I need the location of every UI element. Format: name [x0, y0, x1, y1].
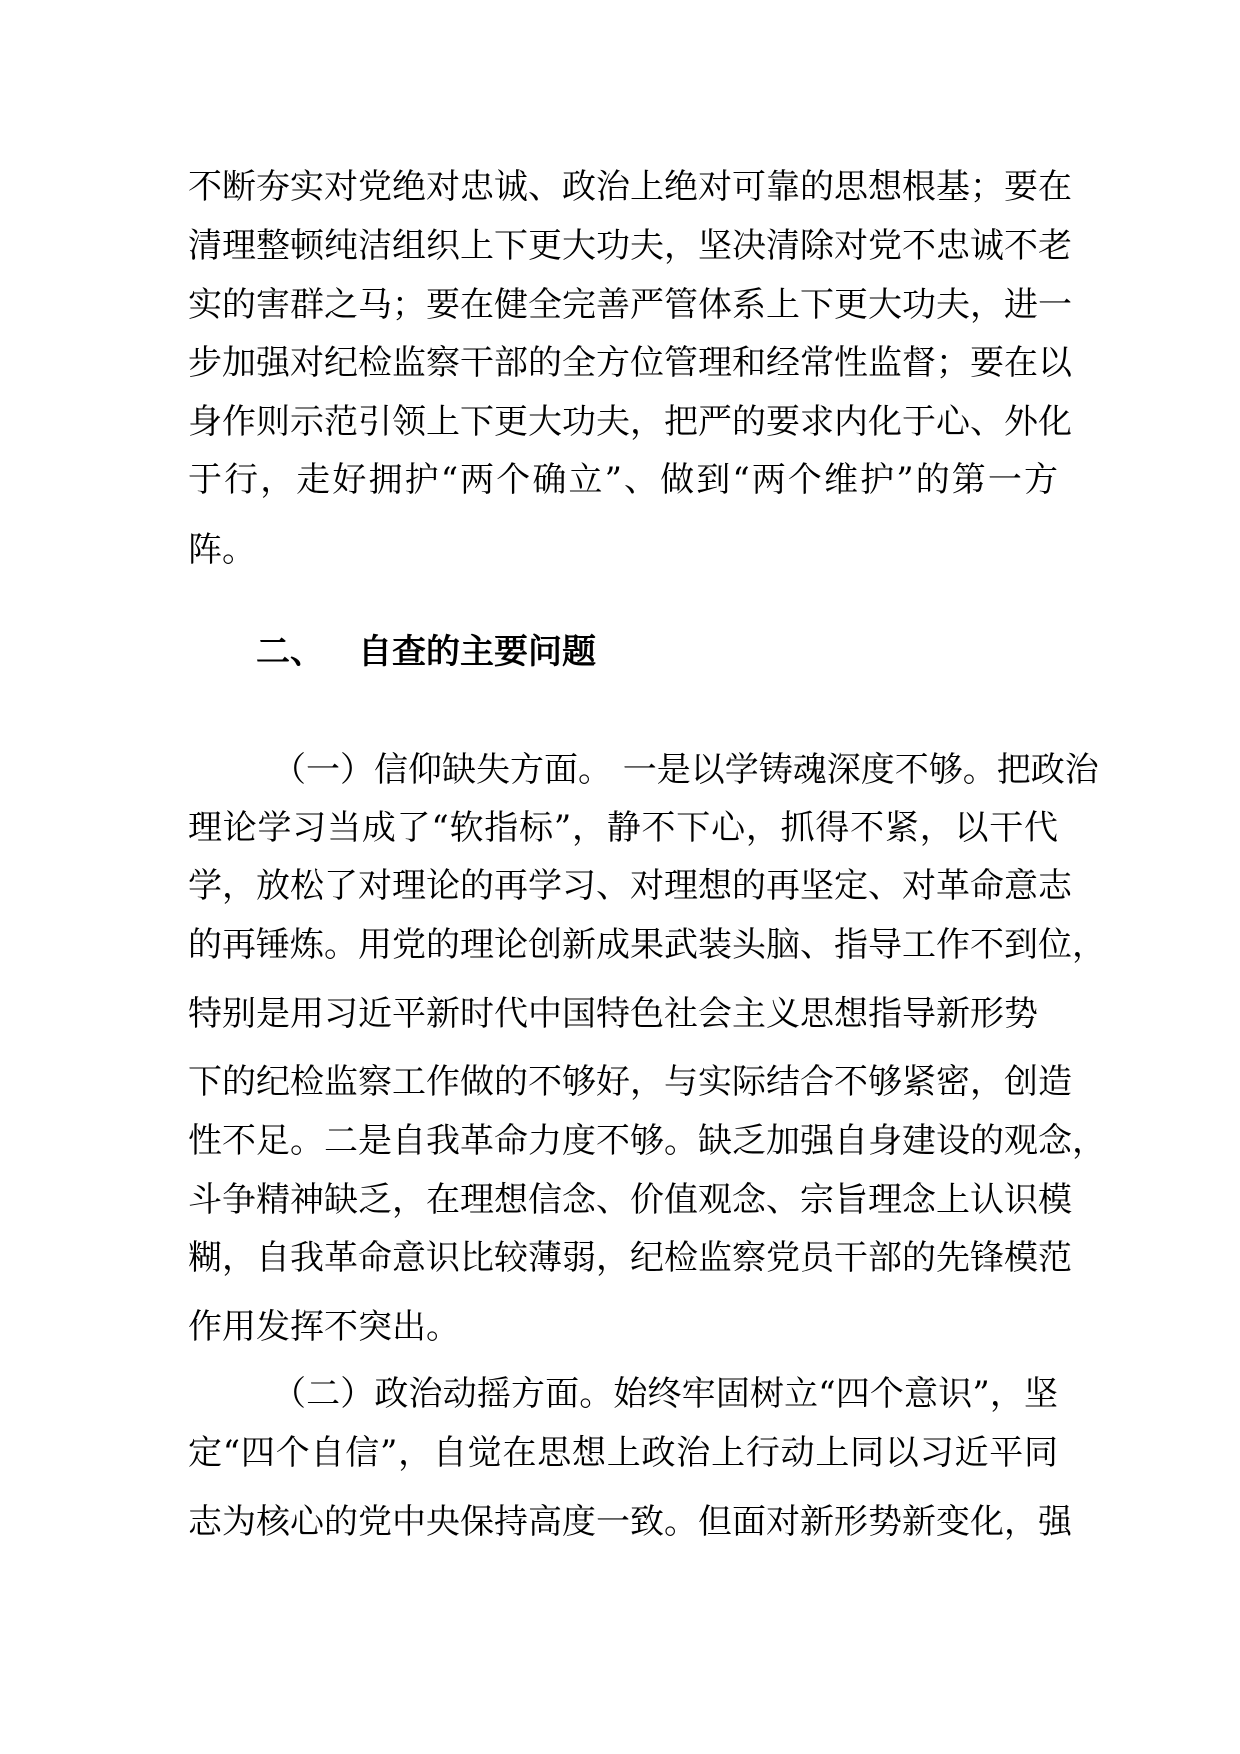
- text-line: 不断夯实对党绝对忠诚、政治上绝对可靠的思想根基；要在: [188, 167, 1072, 207]
- text-line: （一）信仰缺失方面。 一是以学铸魂深度不够。把政治: [272, 750, 1099, 790]
- section-heading: [256, 632, 596, 672]
- text-line: 作用发挥不突出。: [188, 1307, 460, 1347]
- text-line: 性不足。二是自我革命力度不够。缺乏加强自身建设的观念，: [188, 1121, 1106, 1161]
- text-line: 实的害群之马；要在健全完善严管体系上下更大功夫，进一: [188, 285, 1072, 325]
- text-line: 定“四个自信”，自觉在思想上政治上行动上同以习近平同: [188, 1433, 1058, 1473]
- text-line: 特别是用习近平新时代中国特色社会主义思想指导新形势: [188, 994, 1038, 1034]
- text-line: 步加强对纪检监察干部的全方位管理和经常性监督；要在以: [188, 343, 1072, 383]
- text-line: 糊，自我革命意识比较薄弱，纪检监察党员干部的先锋模范: [188, 1238, 1072, 1278]
- text-line: 理论学习当成了“软指标”，静不下心，抓得不紧，以干代: [188, 808, 1058, 848]
- text-line: 阵。: [188, 530, 256, 570]
- text-line: 下的纪检监察工作做的不够好，与实际结合不够紧密，创造: [188, 1062, 1072, 1102]
- text-line: 的再锤炼。用党的理论创新成果武装头脑、指导工作不到位，: [188, 925, 1106, 965]
- text-line: 志为核心的党中央保持高度一致。但面对新形势新变化，强: [188, 1502, 1072, 1542]
- text-line: 身作则示范引领上下更大功夫，把严的要求内化于心、外化: [188, 402, 1072, 442]
- section-title: 自查的主要问题: [358, 632, 596, 672]
- text-line: 清理整顿纯洁组织上下更大功夫，坚决清除对党不忠诚不老: [188, 226, 1072, 266]
- text-line: 于行，走好拥护“两个确立”、做到“两个维护”的第一方: [188, 460, 1058, 500]
- text-line: （二）政治动摇方面。始终牢固树立“四个意识”，坚: [272, 1374, 1058, 1414]
- text-line: 学，放松了对理论的再学习、对理想的再坚定、对革命意志: [188, 866, 1072, 906]
- section-number: 二、: [256, 632, 324, 672]
- text-line: 斗争精神缺乏，在理想信念、价值观念、宗旨理念上认识模: [188, 1180, 1072, 1220]
